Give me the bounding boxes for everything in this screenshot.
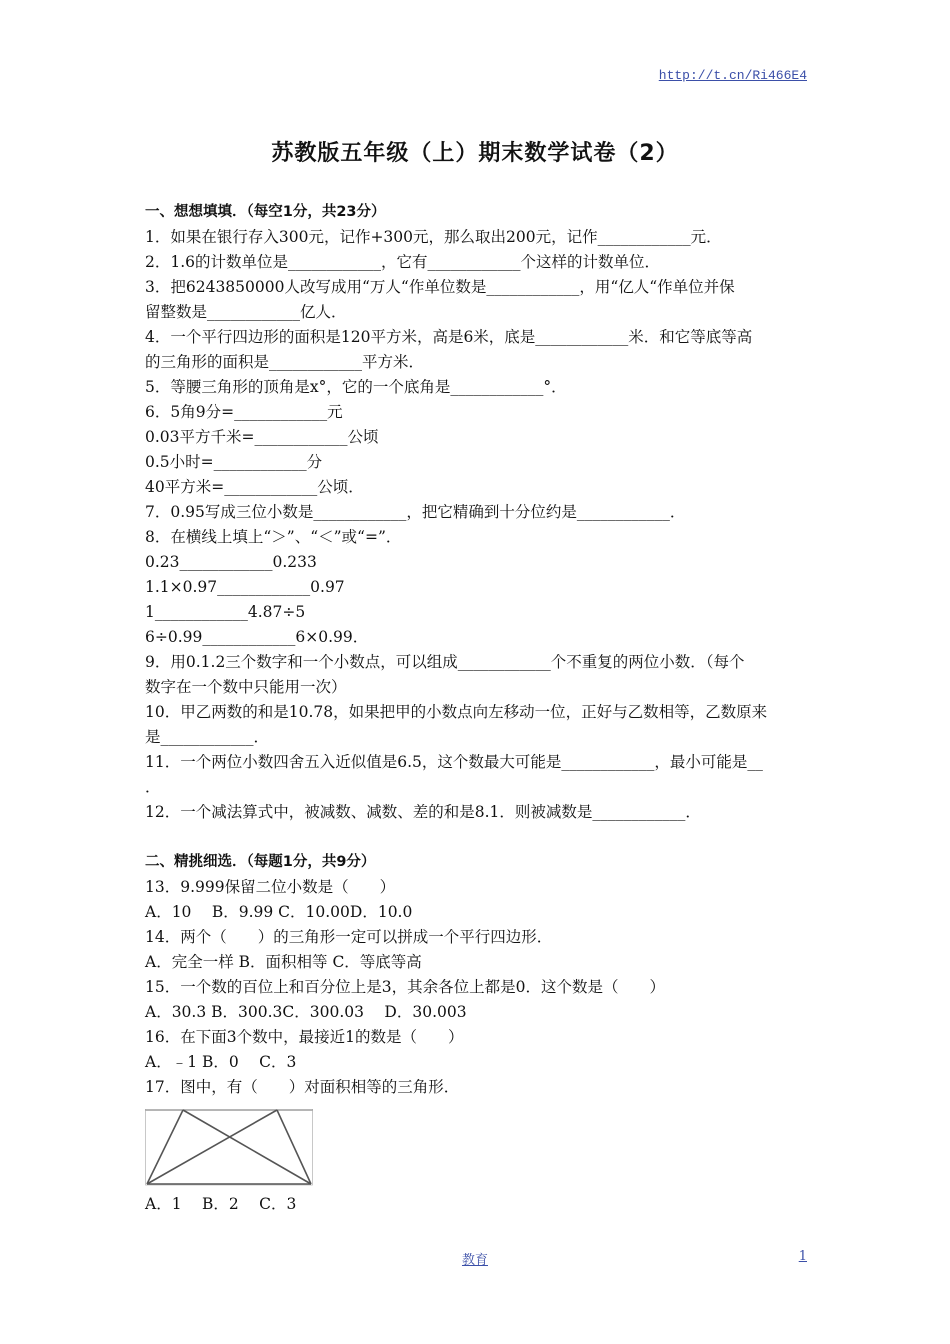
question-line: 10．甲乙两数的和是10.78，如果把甲的小数点向左移动一位，正好与乙数相等，乙数原来 [145,703,768,721]
question-line: 12．一个减法算式中，被减数、减数、差的和是8.1．则被减数是____________． [145,803,701,821]
question-line: 留整数是____________亿人． [145,303,347,321]
trapezoid-diagonal-1 [183,1110,311,1184]
question-line: 9．用0.1.2三个数字和一个小数点，可以组成____________个不重复的两位小数．（每个 [145,653,745,671]
exam-content [145,200,810,1217]
question-options: A．1 B．2 C．3 [145,1195,297,1213]
question-line: 1．如果在银行存入300元，记作+300元，那么取出200元，记作____________元． [145,228,722,246]
section1-heading: 一、想想填填．（每空1分，共23分） [145,204,386,220]
question-line: 0.03平方千米=____________公顷 [145,428,379,446]
question-line: 数字在一个数中只能用一次） [145,678,347,696]
question-options: A．完全一样 B．面积相等 C．等底等高 [145,953,422,971]
figure-frame [146,1110,313,1185]
question-line: 7．0.95写成三位小数是____________，把它精确到十分位约是____________． [145,503,686,521]
question-options: A．30.3 B．300.3C．300.03 D．30.003 [145,1003,467,1021]
question-line: 6÷0.99____________6×0.99． [145,628,369,646]
question-line: 4．一个平行四边形的面积是120平方米，高是6米，底是____________米．和它等底等高 [145,328,753,346]
question-line: 1____________4.87÷5 [145,603,306,621]
question-line: 是____________． [145,728,270,746]
question-line: 17．图中，有（ ）对面积相等的三角形． [145,1078,460,1096]
question-line: 15．一个数的百位上和百分位上是3，其余各位上都是0．这个数是（ ） [145,978,665,996]
page-title: 苏教版五年级（上）期末数学试卷（2） [271,141,679,166]
footer-page-number[interactable]: 1 [798,1249,807,1264]
question-line: 16．在下面3个数中，最接近1的数是（ ） [145,1028,464,1046]
question-line: 6．5角9分=____________元 [145,403,343,421]
question-options: A．﹣1 B．0 C．3 [145,1053,297,1071]
question-line: 0.23____________0.233 [145,553,317,571]
question-line: ． [145,778,161,796]
question-line: 11．一个两位小数四舍五入近似值是6.5，这个数最大可能是____________，最小可能是__ [145,753,763,771]
footer-center-link[interactable]: 教育 [461,1253,488,1268]
question-line: 40平方米=____________公顷． [145,478,364,496]
question-line: 2．1.6的计数单位是____________，它有____________个这样的计数单位． [145,253,661,271]
question-line: 0.5小时=____________分 [145,453,323,471]
question-line: 8．在横线上填上“＞”、“＜”或“=”． [145,528,402,546]
question-line: 1.1×0.97____________0.97 [145,578,345,596]
question-options: A．10 B．9.99 C．10.00D．10.0 [145,903,413,921]
section2-heading: 二、精挑细选．（每题1分，共9分） [145,854,376,870]
question-line: 13．9.999保留二位小数是（ ） [145,878,396,896]
header-url-link[interactable]: http://t.cn/Ri466E4 [658,68,807,83]
question-line: 14．两个（ ）的三角形一定可以拼成一个平行四边形． [145,928,553,946]
question-line: 5．等腰三角形的顶角是x°，它的一个底角是____________°． [145,378,567,396]
trapezoid-right-leg [277,1110,311,1184]
question-line: 3．把6243850000人改写成用“万人“作单位数是____________，用“亿人“作单位并保 [145,278,735,296]
trapezoid-triangles-figure [145,1108,313,1186]
question-line: 的三角形的面积是____________平方米． [145,353,425,371]
trapezoid-diagonal-2 [147,1110,277,1184]
section-gap [145,825,810,850]
